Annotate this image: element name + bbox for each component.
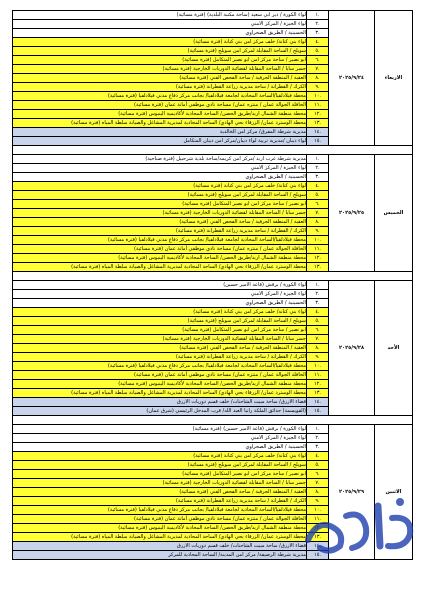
row-number-cell: ٦. (307, 326, 329, 335)
location-cell: محطة الوسترد عمان/ الزرقاء بحي الهادي/ الساحة المحاذية لمديرية المشاغل والصيانة سلطة المياه (فترة مسائية) (13, 533, 307, 542)
location-cell: محطة منطقة الشمال اربد/طريق الحصن/ الساحة المحاذية لأكاديمية الينبوس (فترة مسائية) (13, 254, 307, 263)
day-cell: الاربعاء (375, 11, 413, 146)
location-cell: سويلح / الساحة المقابلة لمركز امن سويلح (فترة مسائية) (13, 461, 307, 470)
row-number-cell: ٣. (307, 173, 329, 182)
row-number-cell: ١٤. (307, 128, 329, 137)
row-number-cell: ٦. (307, 56, 329, 65)
row-number-cell: ١٠. (307, 506, 329, 515)
row-number-cell: ٥. (307, 47, 329, 56)
row-number-cell: ٤. (307, 38, 329, 47)
row-number-cell: ٤. (307, 182, 329, 191)
row-number-cell: ٢. (307, 434, 329, 443)
location-cell: العقبة / المنطقة الحرفية / ساحة الفحص الفني (فترة مسائية) (13, 218, 307, 227)
location-cell: جسر سابا / الساحة المقابلة لقضائية الدوريات الخارجية (فترة مسائية) (13, 209, 307, 218)
row-number-cell: ١١. (307, 101, 329, 110)
location-cell: (القويسمة) حدائق الملكة رانيا العبد الله/ قرب المدخل الرئيسي (شرق عمان) (13, 407, 307, 416)
location-cell: محطة منطقة الشمال اربد/طريق الحصن/ الساحة المحاذية لأكاديمية الينبوس (فترة مسائية) (13, 110, 307, 119)
location-cell: لواء الكورة / برقش (قاعة الامير حسين) (فترة مسائية) (13, 425, 307, 434)
separator-cell (13, 416, 413, 425)
location-cell: الكرك / القطرانة / ساحة مديرية زراعة القطرانة (فترة مسائية) (13, 497, 307, 506)
row-number-cell: ٩. (307, 497, 329, 506)
row-number-cell: ٥. (307, 317, 329, 326)
schedule-table (12, 10, 413, 560)
row-number-cell: ١٤. (307, 398, 329, 407)
location-cell: جسر سابا / الساحة المقابلة لقضائية الدوريات الخارجية (فترة مسائية) (13, 335, 307, 344)
location-cell: لواء الجيزة / المركز الامني (13, 434, 307, 443)
location-cell: لواء ذيبان /مديرية تربية لواء ذيبان/مركز امن ذيبان المتكامل (13, 137, 307, 146)
row-number-cell: ٢. (307, 290, 329, 299)
row-number-cell: ٤. (307, 452, 329, 461)
location-cell: محطة فيلادلفيا/الساحة المحاذية لجامعة فيلادلفيا/ بجانب مركز دفاع مدني فيلادلفيا (فترة مسائية) (13, 362, 307, 371)
location-cell: لواء بني كنانة/ خلف مركز امن بني كنانة (فترة مسائية) (13, 38, 307, 47)
row-number-cell: ١١. (307, 245, 329, 254)
location-cell: محطة الوسترد عمان/ الزرقاء بحي الهادي/ الساحة المحاذية لمديرية المشاغل والصيانة سلطة المياه (فترة مسائية) (13, 263, 307, 272)
row-number-cell: ٥. (307, 461, 329, 470)
location-cell: الحافلة الجوالة عمان / منتزه عمان/ مساحة نادي موظفي أمانة عمان (فترة مسائية) (13, 245, 307, 254)
day-cell: الأحد (375, 281, 413, 416)
location-cell: الحافلة الجوالة عمان / منتزه عمان/ مساحة نادي موظفي أمانة عمان (فترة مسائية) (13, 515, 307, 524)
row-number-cell: ٨. (307, 344, 329, 353)
location-cell: ابو نصير / ساحة مركز امن ابو نصير المتكامل (فترة مسائية) (13, 326, 307, 335)
location-cell: محطة الوسترد عمان/ الزرقاء بحي الهادي/ الساحة المحاذية لمديرية المشاغل والصيانة سلطة المياه (فترة مسائية) (13, 119, 307, 128)
row-number-cell: ٦. (307, 470, 329, 479)
location-cell: ابو نصير / ساحة مركز امن ابو نصير المتكامل (فترة مسائية) (13, 470, 307, 479)
row-number-cell: ٣. (307, 299, 329, 308)
location-cell: محطة فيلادلفيا/الساحة المحاذية لجامعة فيلادلفيا/ بجانب مركز دفاع مدني فيلادلفيا (فترة مسائية) (13, 92, 307, 101)
location-cell: سويلح / الساحة المقابلة لمركز امن سويلح (فترة مسائية) (13, 47, 307, 56)
row-number-cell: ٧. (307, 479, 329, 488)
row-number-cell: ٩. (307, 353, 329, 362)
row-number-cell: ١٠. (307, 236, 329, 245)
location-cell: ابو نصير / ساحة مركز امن ابو نصير المتكامل (فترة مسائية) (13, 200, 307, 209)
date-cell: ٢٠٢٥/٩/٢٥ (329, 155, 375, 272)
location-cell: الكرك / القطرانة / ساحة مديرية زراعة القطرانة (فترة مسائية) (13, 227, 307, 236)
date-cell: ٢٠٢٥/٩/٢٨ (329, 281, 375, 416)
row-number-cell: ٧. (307, 65, 329, 74)
location-cell: ابو نصير / ساحة مركز امن ابو نصير المتكامل (فترة مسائية) (13, 56, 307, 65)
row-number-cell: ٨. (307, 74, 329, 83)
row-number-cell: ٧. (307, 335, 329, 344)
row-number-cell: ٤. (307, 308, 329, 317)
location-cell: الحسينية / الطريق الصحراوي (13, 443, 307, 452)
row-number-cell: ١٢. (307, 110, 329, 119)
row-number-cell: ١٠. (307, 362, 329, 371)
table-row (13, 425, 413, 434)
row-number-cell: ٥. (307, 191, 329, 200)
location-cell: سويلح / الساحة المقابلة لمركز امن سويلح (فترة مسائية) (13, 317, 307, 326)
location-cell: العقبة / المنطقة الحرفية / ساحة الفحص الفني (فترة مسائية) (13, 344, 307, 353)
location-cell: الحسينية / الطريق الصحراوي (13, 173, 307, 182)
row-number-cell: ١٣. (307, 263, 329, 272)
schedule-body (13, 11, 413, 560)
row-number-cell: ١٠. (307, 92, 329, 101)
row-number-cell: ١٢. (307, 380, 329, 389)
row-number-cell: ٢. (307, 20, 329, 29)
location-cell: قضاء الازرق/ ساحة مبيت الشاحنات/ خلف قسم دوريات الازرق (13, 398, 307, 407)
location-cell: قضاء الازرق/ ساحة مبيت الشاحنات/ خلف قسم دوريات الازرق (13, 542, 307, 551)
location-cell: الحافلة الجوالة عمان / منتزه عمان/ مساحة نادي موظفي أمانة عمان (فترة مسائية) (13, 371, 307, 380)
row-number-cell: ٩. (307, 83, 329, 92)
location-cell: مديرية شرطة غرب اربد /مركز امن كريمه/ساحة بلدية شرحبيل (فترة صباحية) (13, 155, 307, 164)
row-number-cell: ١. (307, 155, 329, 164)
row-number-cell: ١٥. (307, 137, 329, 146)
table-row (13, 281, 413, 290)
location-cell: جسر سابا / الساحة المقابلة لقضائية الدوريات الخارجية (فترة مسائية) (13, 479, 307, 488)
location-cell: محطة فيلادلفيا/الساحة المحاذية لجامعة فيلادلفيا/ بجانب مركز دفاع مدني فيلادلفيا (فترة مسائية) (13, 506, 307, 515)
row-number-cell: ٩. (307, 227, 329, 236)
block-separator (13, 416, 413, 425)
location-cell: محطة فيلادلفيا/الساحة المحاذية لجامعة فيلادلفيا/ بجانب مركز دفاع مدني فيلادلفيا (فترة مسائية) (13, 236, 307, 245)
location-cell: جسر سابا / الساحة المقابلة لقضائية الدوريات الخارجية (فترة مسائية) (13, 65, 307, 74)
date-cell: ٢٠٢٥/٩/٢٤ (329, 11, 375, 146)
location-cell: لواء الجيزة / المركز الامني (13, 164, 307, 173)
location-cell: الكرك / القطرانة / ساحة مديرية زراعة القطرانة (فترة مسائية) (13, 353, 307, 362)
location-cell: لواء الكورة / دير ابي سعيد (ساحة مكتبة البلدية) (فترة مسائية) (13, 11, 307, 20)
location-cell: محطة الوسترد عمان/ الزرقاء بحي الهادي/ الساحة المحاذية لمديرية المشاغل والصيانة سلطة المياه (فترة مسائية) (13, 389, 307, 398)
location-cell: العقبة / المنطقة الحرفية / ساحة الفحص الفني (فترة مسائية) (13, 488, 307, 497)
location-cell: مديرية شرطة المفرق/ مركز امن الخالدية (13, 128, 307, 137)
row-number-cell: ٦. (307, 200, 329, 209)
table-row (13, 11, 413, 20)
row-number-cell: ١١. (307, 371, 329, 380)
row-number-cell: ١٣. (307, 119, 329, 128)
day-cell: الخميس (375, 155, 413, 272)
row-number-cell: ١٢. (307, 254, 329, 263)
location-cell: الحافلة الجوالة عمان / منتزه عمان/ مساحة نادي موظفي أمانة عمان (فترة مسائية) (13, 101, 307, 110)
separator-cell (13, 272, 413, 281)
row-number-cell: ٣. (307, 443, 329, 452)
location-cell: محطة منطقة الشمال اربد/طريق الحصن/ الساحة المحاذية لأكاديمية الينبوس (فترة مسائية) (13, 380, 307, 389)
row-number-cell: ١. (307, 281, 329, 290)
location-cell: الكرك / القطرانة / ساحة مديرية زراعة القطرانة (فترة مسائية) (13, 83, 307, 92)
location-cell: العقبة / المنطقة الحرفية / ساحة الفحص الفني (فترة مسائية) (13, 74, 307, 83)
location-cell: لواء الجيزة / المركز الامني (13, 20, 307, 29)
location-cell: لواء الكورة / برقش (قاعة الامير حسين) (13, 281, 307, 290)
location-cell: لواء بني كنانة/ خلف مركز امن بني كنانة (فترة مسائية) (13, 308, 307, 317)
row-number-cell: ٣. (307, 29, 329, 38)
row-number-cell: ٢. (307, 164, 329, 173)
row-number-cell: ١. (307, 425, 329, 434)
location-cell: لواء بني كنانة/ خلف مركز امن بني كنانة (فترة مسائية) (13, 452, 307, 461)
row-number-cell: ٨. (307, 488, 329, 497)
location-cell: الحسينية / الطريق الصحراوي (13, 29, 307, 38)
row-number-cell: ١٥. (307, 407, 329, 416)
row-number-cell: ١٣. (307, 389, 329, 398)
row-number-cell: ١٢. (307, 524, 329, 533)
row-number-cell: ١٣. (307, 533, 329, 542)
row-number-cell: ٧. (307, 209, 329, 218)
location-cell: مديرية شرطة الرصيفة/ مركز امن المدينة/ الساحة المحاذية للمركز (13, 551, 307, 560)
row-number-cell: ١. (307, 11, 329, 20)
row-number-cell: ١١. (307, 515, 329, 524)
table-row (13, 155, 413, 164)
location-cell: محطة منطقة الشمال اربد/طريق الحصن/ الساحة المحاذية لأكاديمية الينبوس (فترة مسائية) (13, 524, 307, 533)
row-number-cell: ١٤. (307, 542, 329, 551)
row-number-cell: ٨. (307, 218, 329, 227)
date-cell: ٢٠٢٥/٩/٢٩ (329, 425, 375, 560)
row-number-cell: ١٥. (307, 551, 329, 560)
location-cell: لواء بني كنانة/ خلف مركز امن بني كنانة (فترة مسائية) (13, 182, 307, 191)
separator-cell (13, 146, 413, 155)
location-cell: لواء الجيزة / المركز الامني (13, 290, 307, 299)
watermark-logo (300, 488, 420, 558)
location-cell: الحسينية / الطريق الصحراوي (13, 299, 307, 308)
location-cell: سويلح / الساحة المقابلة لمركز امن سويلح (فترة مسائية) (13, 191, 307, 200)
block-separator (13, 272, 413, 281)
day-cell: الاثنين (375, 425, 413, 560)
block-separator (13, 146, 413, 155)
